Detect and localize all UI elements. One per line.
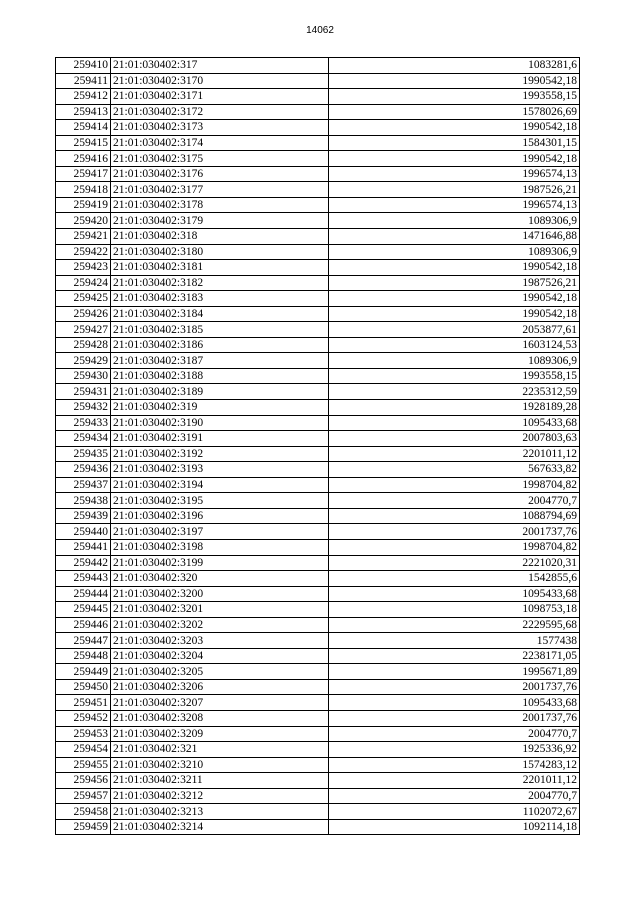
- table-row: [56, 229, 580, 245]
- cadastral-number-cell: 21:01:030402:3208: [111, 710, 329, 726]
- row-number-cell: 259426: [56, 306, 111, 322]
- row-number-cell: 259450: [56, 679, 111, 695]
- cadastral-value-cell: 1542855,6: [329, 571, 580, 587]
- cadastral-value-cell: 1990542,18: [329, 151, 580, 167]
- table-row: [56, 337, 580, 353]
- cadastral-number-cell: 21:01:030402:3190: [111, 415, 329, 431]
- row-number-cell: 259425: [56, 291, 111, 307]
- cadastral-value-cell: 1993558,15: [329, 368, 580, 384]
- table-row: [56, 493, 580, 509]
- cadastral-value-cell: 1098753,18: [329, 602, 580, 618]
- cadastral-number-cell: 21:01:030402:3191: [111, 431, 329, 447]
- cadastral-number-cell: 21:01:030402:3203: [111, 633, 329, 649]
- cadastral-value-cell: 1089306,9: [329, 213, 580, 229]
- cadastral-value-cell: 2004770,7: [329, 788, 580, 804]
- table-row: [56, 431, 580, 447]
- table-row: [56, 415, 580, 431]
- row-number-cell: 259431: [56, 384, 111, 400]
- page-number: 14062: [306, 25, 334, 36]
- cadastral-value-cell: 1990542,18: [329, 306, 580, 322]
- cadastral-value-cell: 2238171,05: [329, 648, 580, 664]
- cadastral-number-cell: 21:01:030402:3173: [111, 120, 329, 136]
- cadastral-value-cell: 2053877,61: [329, 322, 580, 338]
- table-row: [56, 213, 580, 229]
- cadastral-value-cell: 1993558,15: [329, 89, 580, 105]
- row-number-cell: 259412: [56, 89, 111, 105]
- cadastral-number-cell: 21:01:030402:3188: [111, 368, 329, 384]
- row-number-cell: 259458: [56, 804, 111, 820]
- table-row: [56, 89, 580, 105]
- row-number-cell: 259419: [56, 197, 111, 213]
- table-row: [56, 197, 580, 213]
- table-row: [56, 726, 580, 742]
- row-number-cell: 259446: [56, 617, 111, 633]
- row-number-cell: 259459: [56, 819, 111, 835]
- cadastral-value-cell: 1603124,53: [329, 337, 580, 353]
- table-row: [56, 602, 580, 618]
- table-row: [56, 353, 580, 369]
- cadastral-value-cell: 1577438: [329, 633, 580, 649]
- row-number-cell: 259437: [56, 477, 111, 493]
- row-number-cell: 259415: [56, 135, 111, 151]
- cadastral-value-cell: 1095433,68: [329, 695, 580, 711]
- table-row: [56, 757, 580, 773]
- table-row: [56, 539, 580, 555]
- cadastral-number-cell: 21:01:030402:3211: [111, 773, 329, 789]
- table-row: [56, 306, 580, 322]
- cadastral-value-cell: 2007803,63: [329, 431, 580, 447]
- cadastral-number-cell: 21:01:030402:3187: [111, 353, 329, 369]
- row-number-cell: 259443: [56, 571, 111, 587]
- cadastral-value-cell: 1102072,67: [329, 804, 580, 820]
- row-number-cell: 259418: [56, 182, 111, 198]
- row-number-cell: 259455: [56, 757, 111, 773]
- row-number-cell: 259416: [56, 151, 111, 167]
- row-number-cell: 259451: [56, 695, 111, 711]
- cadastral-value-cell: 1995671,89: [329, 664, 580, 680]
- row-number-cell: 259441: [56, 539, 111, 555]
- cadastral-value-table: [55, 57, 580, 835]
- row-number-cell: 259414: [56, 120, 111, 136]
- cadastral-value-cell: 1990542,18: [329, 120, 580, 136]
- row-number-cell: 259413: [56, 104, 111, 120]
- cadastral-value-cell: 1987526,21: [329, 275, 580, 291]
- row-number-cell: 259410: [56, 58, 111, 74]
- cadastral-number-cell: 21:01:030402:3209: [111, 726, 329, 742]
- table-row: [56, 73, 580, 89]
- cadastral-number-cell: 21:01:030402:3171: [111, 89, 329, 105]
- cadastral-number-cell: 21:01:030402:3207: [111, 695, 329, 711]
- row-number-cell: 259422: [56, 244, 111, 260]
- cadastral-number-cell: 21:01:030402:3196: [111, 508, 329, 524]
- cadastral-value-cell: 2235312,59: [329, 384, 580, 400]
- cadastral-number-cell: 21:01:030402:3202: [111, 617, 329, 633]
- table-body: [56, 58, 580, 835]
- table-row: [56, 788, 580, 804]
- row-number-cell: 259433: [56, 415, 111, 431]
- row-number-cell: 259452: [56, 710, 111, 726]
- row-number-cell: 259429: [56, 353, 111, 369]
- cadastral-value-cell: 1990542,18: [329, 291, 580, 307]
- cadastral-value-cell: 1987526,21: [329, 182, 580, 198]
- table-row: [56, 275, 580, 291]
- row-number-cell: 259421: [56, 229, 111, 245]
- table-row: [56, 633, 580, 649]
- cadastral-number-cell: 21:01:030402:3177: [111, 182, 329, 198]
- cadastral-number-cell: 21:01:030402:3204: [111, 648, 329, 664]
- cadastral-number-cell: 21:01:030402:3214: [111, 819, 329, 835]
- cadastral-number-cell: 21:01:030402:3184: [111, 306, 329, 322]
- cadastral-value-cell: 2001737,76: [329, 710, 580, 726]
- table-row: [56, 182, 580, 198]
- cadastral-value-cell: 1925336,92: [329, 742, 580, 758]
- row-number-cell: 259447: [56, 633, 111, 649]
- row-number-cell: 259430: [56, 368, 111, 384]
- cadastral-number-cell: 21:01:030402:3210: [111, 757, 329, 773]
- cadastral-value-cell: 1990542,18: [329, 73, 580, 89]
- cadastral-value-cell: 2004770,7: [329, 493, 580, 509]
- cadastral-value-cell: 2221020,31: [329, 555, 580, 571]
- cadastral-value-cell: 1089306,9: [329, 244, 580, 260]
- table-row: [56, 400, 580, 416]
- cadastral-number-cell: 21:01:030402:318: [111, 229, 329, 245]
- cadastral-number-cell: 21:01:030402:3192: [111, 446, 329, 462]
- cadastral-value-cell: 1998704,82: [329, 539, 580, 555]
- table-row: [56, 244, 580, 260]
- row-number-cell: 259417: [56, 166, 111, 182]
- table-row: [56, 555, 580, 571]
- cadastral-number-cell: 21:01:030402:3193: [111, 462, 329, 478]
- cadastral-number-cell: 21:01:030402:3197: [111, 524, 329, 540]
- cadastral-number-cell: 21:01:030402:321: [111, 742, 329, 758]
- cadastral-number-cell: 21:01:030402:3174: [111, 135, 329, 151]
- cadastral-number-cell: 21:01:030402:320: [111, 571, 329, 587]
- cadastral-value-cell: 2229595,68: [329, 617, 580, 633]
- cadastral-value-cell: 1990542,18: [329, 260, 580, 276]
- cadastral-number-cell: 21:01:030402:3194: [111, 477, 329, 493]
- row-number-cell: 259440: [56, 524, 111, 540]
- table-row: [56, 166, 580, 182]
- row-number-cell: 259434: [56, 431, 111, 447]
- row-number-cell: 259456: [56, 773, 111, 789]
- row-number-cell: 259449: [56, 664, 111, 680]
- row-number-cell: 259427: [56, 322, 111, 338]
- row-number-cell: 259436: [56, 462, 111, 478]
- row-number-cell: 259448: [56, 648, 111, 664]
- cadastral-value-cell: 2001737,76: [329, 679, 580, 695]
- table-row: [56, 120, 580, 136]
- cadastral-number-cell: 21:01:030402:3183: [111, 291, 329, 307]
- table-row: [56, 819, 580, 835]
- row-number-cell: 259438: [56, 493, 111, 509]
- table-row: [56, 135, 580, 151]
- table-row: [56, 508, 580, 524]
- row-number-cell: 259453: [56, 726, 111, 742]
- cadastral-number-cell: 21:01:030402:319: [111, 400, 329, 416]
- cadastral-number-cell: 21:01:030402:3199: [111, 555, 329, 571]
- row-number-cell: 259424: [56, 275, 111, 291]
- cadastral-value-cell: 567633,82: [329, 462, 580, 478]
- table-row: [56, 773, 580, 789]
- cadastral-value-cell: 1083281,6: [329, 58, 580, 74]
- cadastral-number-cell: 21:01:030402:3181: [111, 260, 329, 276]
- row-number-cell: 259420: [56, 213, 111, 229]
- cadastral-value-cell: 1089306,9: [329, 353, 580, 369]
- cadastral-number-cell: 21:01:030402:3185: [111, 322, 329, 338]
- table-row: [56, 368, 580, 384]
- row-number-cell: 259442: [56, 555, 111, 571]
- table-row: [56, 462, 580, 478]
- cadastral-number-cell: 21:01:030402:3189: [111, 384, 329, 400]
- cadastral-number-cell: 21:01:030402:3200: [111, 586, 329, 602]
- table-row: [56, 322, 580, 338]
- cadastral-number-cell: 21:01:030402:3172: [111, 104, 329, 120]
- row-number-cell: 259435: [56, 446, 111, 462]
- row-number-cell: 259428: [56, 337, 111, 353]
- cadastral-number-cell: 21:01:030402:3186: [111, 337, 329, 353]
- table-row: [56, 617, 580, 633]
- cadastral-number-cell: 21:01:030402:3198: [111, 539, 329, 555]
- table-row: [56, 477, 580, 493]
- cadastral-value-cell: 1088794,69: [329, 508, 580, 524]
- table-row: [56, 679, 580, 695]
- cadastral-value-cell: 1095433,68: [329, 415, 580, 431]
- cadastral-number-cell: 21:01:030402:3206: [111, 679, 329, 695]
- table-row: [56, 804, 580, 820]
- cadastral-value-cell: 2004770,7: [329, 726, 580, 742]
- table-row: [56, 664, 580, 680]
- cadastral-value-cell: 2201011,12: [329, 773, 580, 789]
- table-row: [56, 648, 580, 664]
- row-number-cell: 259444: [56, 586, 111, 602]
- cadastral-value-cell: 1574283,12: [329, 757, 580, 773]
- row-number-cell: 259432: [56, 400, 111, 416]
- cadastral-value-cell: 1996574,13: [329, 166, 580, 182]
- cadastral-number-cell: 21:01:030402:3213: [111, 804, 329, 820]
- cadastral-number-cell: 21:01:030402:3179: [111, 213, 329, 229]
- table-row: [56, 524, 580, 540]
- table-row: [56, 571, 580, 587]
- cadastral-value-cell: 2001737,76: [329, 524, 580, 540]
- cadastral-value-cell: 1095433,68: [329, 586, 580, 602]
- cadastral-value-cell: 1996574,13: [329, 197, 580, 213]
- cadastral-value-cell: 1584301,15: [329, 135, 580, 151]
- cadastral-number-cell: 21:01:030402:3182: [111, 275, 329, 291]
- table-row: [56, 742, 580, 758]
- table-row: [56, 58, 580, 74]
- table-row: [56, 384, 580, 400]
- cadastral-number-cell: 21:01:030402:3176: [111, 166, 329, 182]
- table-row: [56, 151, 580, 167]
- cadastral-number-cell: 21:01:030402:317: [111, 58, 329, 74]
- cadastral-number-cell: 21:01:030402:3180: [111, 244, 329, 260]
- table-row: [56, 446, 580, 462]
- table-row: [56, 695, 580, 711]
- row-number-cell: 259445: [56, 602, 111, 618]
- row-number-cell: 259439: [56, 508, 111, 524]
- table-row: [56, 291, 580, 307]
- cadastral-value-cell: 2201011,12: [329, 446, 580, 462]
- row-number-cell: 259411: [56, 73, 111, 89]
- cadastral-number-cell: 21:01:030402:3175: [111, 151, 329, 167]
- cadastral-value-cell: 1471646,88: [329, 229, 580, 245]
- cadastral-value-cell: 1998704,82: [329, 477, 580, 493]
- table-row: [56, 260, 580, 276]
- row-number-cell: 259454: [56, 742, 111, 758]
- row-number-cell: 259457: [56, 788, 111, 804]
- cadastral-value-cell: 1092114,18: [329, 819, 580, 835]
- cadastral-number-cell: 21:01:030402:3170: [111, 73, 329, 89]
- cadastral-number-cell: 21:01:030402:3178: [111, 197, 329, 213]
- cadastral-number-cell: 21:01:030402:3201: [111, 602, 329, 618]
- cadastral-number-cell: 21:01:030402:3212: [111, 788, 329, 804]
- row-number-cell: 259423: [56, 260, 111, 276]
- table-row: [56, 710, 580, 726]
- cadastral-number-cell: 21:01:030402:3205: [111, 664, 329, 680]
- table-row: [56, 104, 580, 120]
- cadastral-value-cell: 1928189,28: [329, 400, 580, 416]
- cadastral-number-cell: 21:01:030402:3195: [111, 493, 329, 509]
- cadastral-value-cell: 1578026,69: [329, 104, 580, 120]
- table-row: [56, 586, 580, 602]
